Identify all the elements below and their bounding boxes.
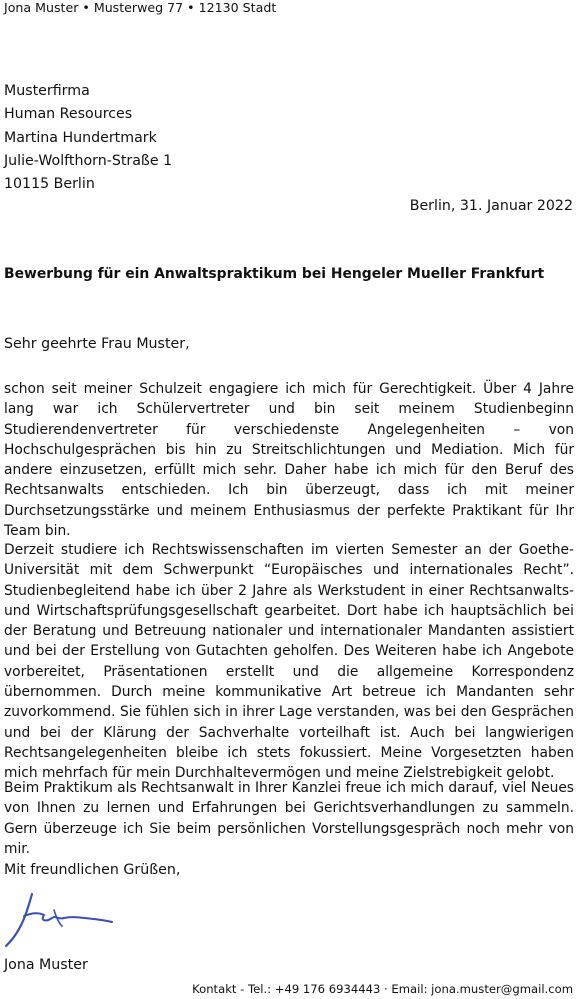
sender-address-line: Jona Muster • Musterweg 77 • 12130 Stadt: [4, 0, 277, 15]
recipient-contact-person: Martina Hundertmark: [4, 129, 157, 146]
recipient-company: Musterfirma: [4, 83, 90, 99]
body-paragraph-closing: Beim Praktikum als Rechtsanwalt in Ihrer Kanzlei freue ich mich darauf, viel Neues von Ihnen zu lernen und Erfahrungen bei Gerichtsverhandlungen zu sammeln. Gern überzeuge ich Sie beim persönlichen Vorstellungsgespräch noch mehr von mir.: [4, 780, 574, 857]
body-paragraph-motivation: schon seit meiner Schulzeit engagiere ich mich für Gerechtigkeit. Über 4 Jahre lang war ich Schülervertreter und bin seit meinem Studienbeginn Studierendenvertreter für verschiedenste Angelegenheiten – von Hochschulgesprächen bis hin zu Streitschlichtungen und Mediation. Mich für andere einzusetzen, erfüllt mich sehr. Daher habe ich mich für den Beruf des Rechtsanwalts entschieden. Ich bin überzeugt, dass ich mit meiner Durchsetzungsstärke und meinem Enthusiasmus der perfekte Praktikant für Ihr Team bin.: [4, 381, 574, 540]
salutation: Sehr geehrte Frau Muster,: [4, 336, 190, 352]
letter-date: Berlin, 31. Januar 2022: [409, 198, 573, 214]
footer-contact-line: Kontakt - Tel.: +49 176 6934443 · Email: jona.muster@gmail.com: [192, 982, 573, 996]
recipient-department: Human Resources: [4, 106, 133, 123]
closing-phrase: Mit freundlichen Grüßen,: [4, 862, 181, 878]
body-paragraph-experience: Derzeit studiere ich Rechtswissenschaften im vierten Semester an der Goethe-Universität mit dem Schwerpunkt “Europäisches und internationales Recht”. Studienbegleitend habe ich über 2 Jahre als Werkstudent in einer Rechtsanwalts- und Wirtschaftsprüfungsgesellschaft gearbeitet. Dort habe ich hauptsächlich bei der Beratung und Betreuung nationaler und internationaler Mandanten assistiert und bei der Erstellung von Gutachten geholfen. Des Weiteren habe ich Angebote vorbereitet, Präsentationen erstellt und die allgemeine Korrespondenz übernommen. Durch meine kommunikative Art betreue ich Mandanten sehr zuvorkommend. Sie fühlen sich in ihrer Lage verstanden, was bei den Gesprächen und bei der Klärung der Sachverhalte vorteilhaft ist. Auch bei langwierigen Rechtsangelegenheiten bleibe ich stets fokussiert. Meine Vorgesetzten haben mich mehrfach für mein Durchhaltevermögen und meine Zielstrebigkeit gelobt.: [4, 542, 574, 782]
handwritten-signature: [2, 888, 118, 950]
recipient-city: 10115 Berlin: [4, 176, 95, 193]
recipient-street: Julie-Wolfthorn-Straße 1: [4, 152, 173, 169]
signer-name: Jona Muster: [4, 957, 88, 973]
letter-subject: Bewerbung für ein Anwaltspraktikum bei Hengeler Mueller Frankfurt: [4, 266, 545, 282]
recipient-address-block: [4, 80, 172, 196]
